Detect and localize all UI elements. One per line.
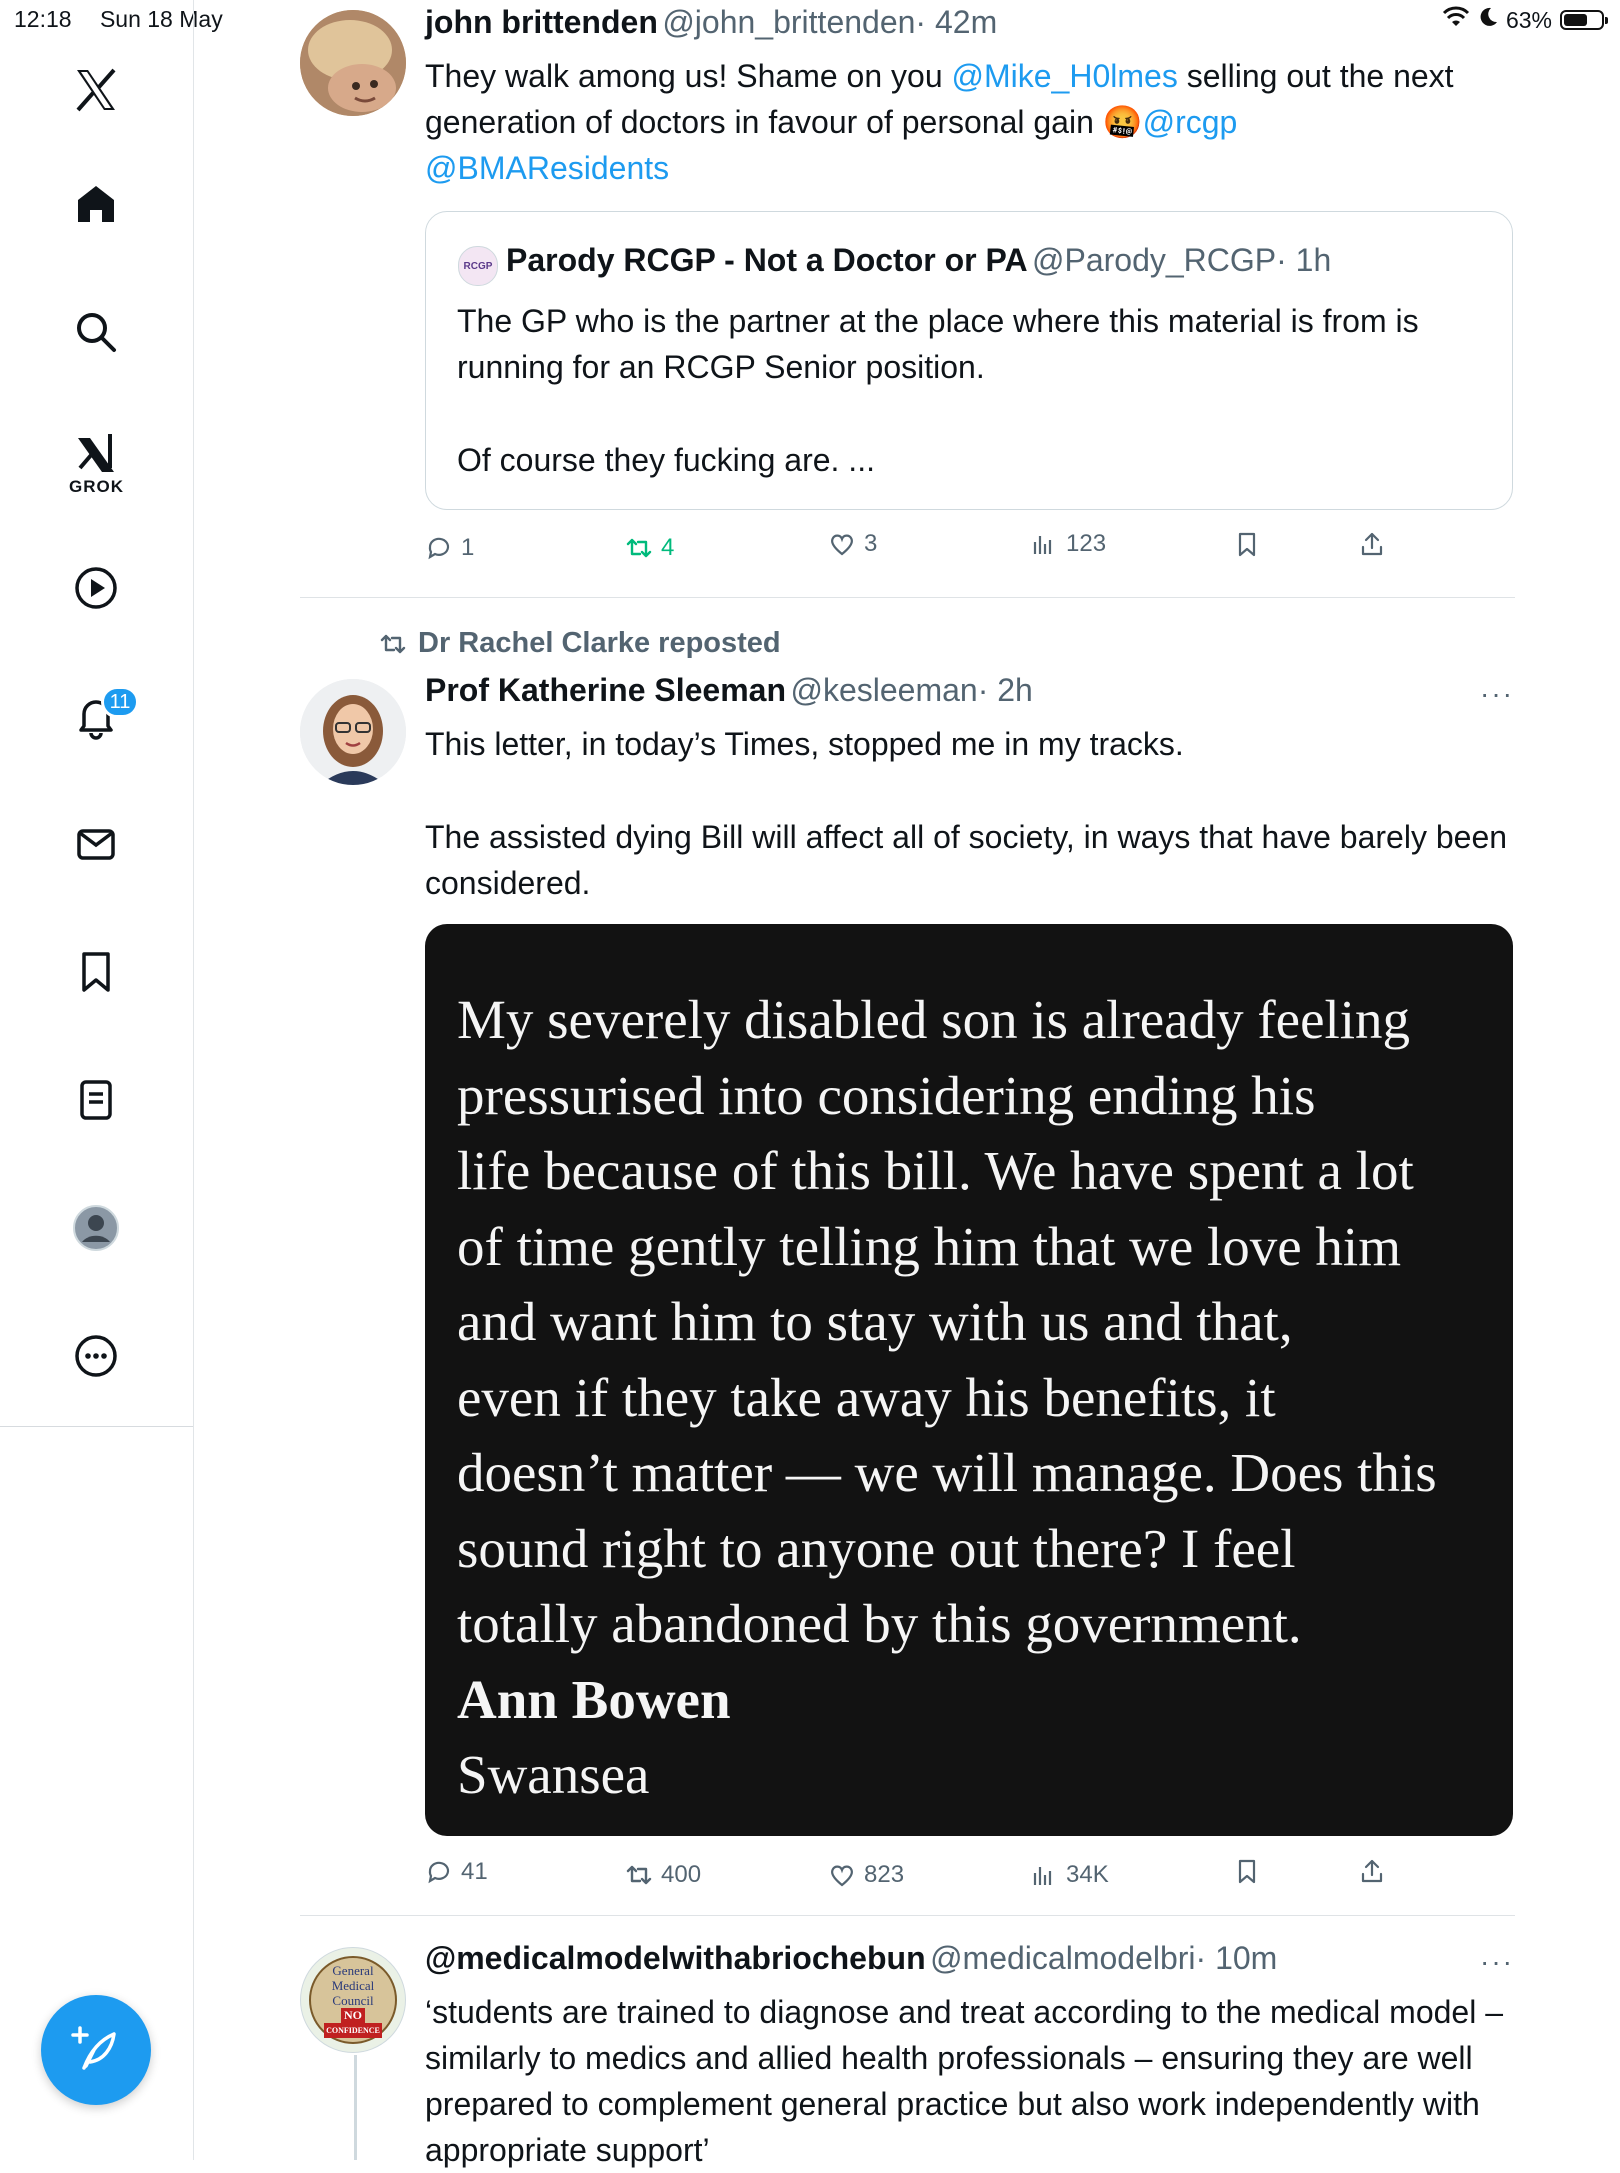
thread-line	[354, 2055, 357, 2160]
more-options-circle-icon[interactable]	[66, 1326, 126, 1386]
profile-avatar-icon[interactable]	[66, 1198, 126, 1258]
tweet-divider	[300, 597, 1515, 598]
reply-count: 41	[461, 1858, 488, 1885]
repost-icon	[378, 630, 408, 658]
battery-icon	[1560, 10, 1604, 30]
messages-mail-icon[interactable]	[66, 814, 126, 874]
letter-line: life because of this bill. We have spent a lot	[457, 1140, 1414, 1201]
letter-line: My severely disabled son is already feeling	[457, 989, 1411, 1050]
logo-text: Medical	[331, 1977, 375, 1993]
more-options-icon[interactable]: ···	[1480, 678, 1514, 709]
letter-line: even if they take away his benefits, it	[457, 1366, 1276, 1428]
video-play-icon[interactable]	[66, 558, 126, 618]
lists-document-icon[interactable]	[66, 1070, 126, 1130]
tweet-body	[425, 53, 1520, 191]
repost-button[interactable]	[625, 534, 674, 562]
tweet-text: They walk among us! Shame on you	[425, 58, 952, 94]
like-button[interactable]	[828, 1861, 904, 1889]
bookmark-icon[interactable]	[66, 942, 126, 1002]
repost-icon	[625, 534, 653, 562]
quote-avatar: RCGP	[458, 246, 498, 286]
battery-level	[1564, 14, 1587, 26]
grok-icon[interactable]	[66, 422, 126, 482]
tweet-divider	[300, 1915, 1515, 1916]
home-icon[interactable]	[66, 174, 126, 234]
wifi-icon	[1442, 6, 1470, 34]
bookmark-icon	[1233, 1857, 1261, 1885]
reply-button[interactable]	[425, 1858, 488, 1886]
views-count: 123	[1066, 530, 1107, 557]
tweet-time: · 10m	[1195, 1940, 1278, 1976]
tweet-text: The assisted dying Bill will affect all of society, in ways that have barely been considered.	[425, 819, 1508, 901]
reposted-by-label[interactable]: Dr Rachel Clarke reposted	[418, 627, 781, 659]
mention-link[interactable]: @Mike_H0lmes	[951, 58, 1178, 94]
mention-link[interactable]: @rcgp	[1142, 104, 1238, 140]
compose-post-button[interactable]	[41, 1995, 151, 2105]
reply-count: 1	[461, 534, 475, 561]
gmc-logo	[309, 1956, 397, 2044]
tweet-author-name[interactable]: Prof Katherine Sleeman	[425, 672, 786, 708]
quote-time: · 1h	[1276, 242, 1332, 278]
quote-header	[506, 242, 1331, 279]
letter-author: Ann Bowen	[457, 1668, 731, 1730]
heart-icon	[828, 1861, 856, 1889]
quote-author-handle: @Parody_RCGP	[1032, 242, 1277, 278]
mention-link[interactable]: @BMAResidents	[425, 150, 670, 186]
battery-percent: 63%	[1505, 6, 1552, 33]
views-button[interactable]	[1030, 530, 1106, 558]
share-icon	[1358, 1857, 1386, 1885]
heart-icon	[828, 530, 856, 558]
tweet-time: · 42m	[915, 4, 998, 40]
letter-line: and want him to stay with us and that,	[457, 1291, 1293, 1352]
bookmark-button[interactable]	[1233, 1857, 1261, 1885]
views-count: 34K	[1066, 1861, 1109, 1888]
sidebar-nav	[0, 0, 194, 1427]
logo-text: NO	[341, 2008, 365, 2023]
avatar-medicalmodel[interactable]	[300, 1947, 406, 2053]
avatar-katherine-sleeman[interactable]	[300, 679, 406, 785]
repost-count: 400	[661, 1861, 702, 1888]
sidebar-divider	[193, 1426, 194, 2160]
tweet-author-handle[interactable]: @medicalmodelbri	[930, 1940, 1196, 1976]
grok-label: GROK	[69, 477, 124, 496]
quoted-tweet-card[interactable]	[425, 211, 1513, 510]
letter-place: Swansea	[457, 1744, 650, 1805]
tweet-text: This letter, in today’s Times, stopped me in my tracks.	[425, 726, 1184, 762]
tweet-text: selling out the next generation of doctors in favour of personal gain	[425, 58, 1454, 140]
letter-line: doesn’t matter — we will manage. Does this	[457, 1442, 1437, 1503]
like-count: 823	[864, 1861, 905, 1888]
share-button[interactable]	[1358, 530, 1386, 558]
repost-icon	[625, 1861, 653, 1889]
x-logo-icon[interactable]	[66, 60, 126, 120]
tweet-author-name[interactable]: john brittenden	[425, 4, 658, 40]
notification-count-badge: 11	[101, 686, 139, 718]
logo-text: CONFIDENCE	[324, 2023, 382, 2038]
reply-button[interactable]	[425, 534, 474, 562]
logo-text: General	[332, 1962, 374, 1978]
letter-line: sound right to anyone out there? I feel	[457, 1517, 1296, 1579]
feather-plus-icon	[68, 2022, 124, 2078]
like-count: 3	[864, 530, 878, 557]
letter-line: pressurised into considering ending his	[457, 1064, 1316, 1126]
bookmark-button[interactable]	[1233, 530, 1261, 558]
repost-count: 4	[661, 534, 675, 561]
bookmark-icon	[1233, 530, 1261, 558]
logo-text: Council	[332, 1992, 374, 2008]
moon-icon	[1478, 6, 1498, 34]
views-chart-icon	[1030, 530, 1058, 558]
tweet-text: ‘students are trained to diagnose and treat according to the medical model – similarly to medics and allied health professionals – ensuring they are well prepared to complement general practice but also work independently with appropriate support’	[425, 1994, 1503, 2168]
share-icon	[1358, 530, 1386, 558]
repost-button[interactable]	[625, 1861, 701, 1889]
more-options-icon[interactable]: ···	[1480, 1946, 1514, 1977]
tweet-header	[425, 4, 997, 41]
views-button[interactable]	[1030, 1861, 1109, 1889]
angry-emoji: 🤬	[1102, 104, 1143, 140]
reply-icon	[425, 534, 453, 562]
avatar-john-brittenden[interactable]	[300, 10, 406, 116]
repost-context	[378, 627, 781, 660]
letter-line: of time gently telling him that we love him	[457, 1215, 1401, 1277]
status-date: Sun 18 May	[99, 6, 223, 32]
share-button[interactable]	[1358, 1857, 1386, 1885]
letter-line: totally abandoned by this government.	[457, 1593, 1302, 1654]
tweet-header	[425, 1940, 1277, 1977]
views-chart-icon	[1030, 1861, 1058, 1889]
like-button[interactable]	[828, 530, 877, 558]
reply-icon	[425, 1858, 453, 1886]
tweet-author-handle[interactable]: @kesleeman	[790, 672, 978, 708]
search-icon[interactable]	[66, 302, 126, 362]
tweet-author-name[interactable]: @medicalmodelwithabriochebun	[425, 1940, 926, 1976]
quote-text: Of course they fucking are. ...	[457, 442, 875, 478]
tweet-time: · 2h	[977, 672, 1033, 708]
tweet-author-handle[interactable]: @john_brittenden	[662, 4, 916, 40]
letter-image[interactable]	[425, 924, 1513, 1836]
quote-text: The GP who is the partner at the place where this material is from is running for an RCGP Senior position.	[457, 303, 1419, 385]
quote-author-name: Parody RCGP - Not a Doctor or PA	[506, 242, 1028, 278]
tweet-header	[425, 672, 1033, 709]
status-time: 12:18	[14, 6, 72, 32]
